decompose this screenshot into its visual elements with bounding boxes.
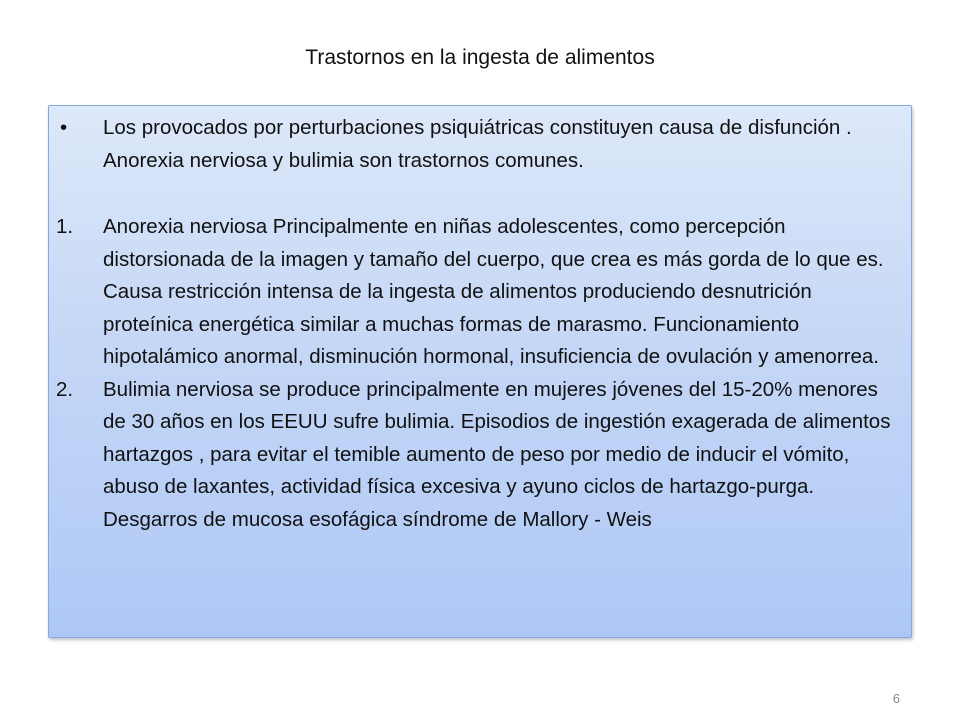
bullet-item xyxy=(56,112,896,177)
list-item-bulimia xyxy=(56,374,896,537)
list-text-bulimia: Bulimia nerviosa se produce principalmente en mujeres jóvenes del 15-20% menores de 30 años en los EEUU sufre bulimia. Episodios de ingestión exagerada de alimentos hartazgos , para evitar el temible aumento de peso por medio de inducir el vómito, abuso de laxantes, actividad física excesiva y ayuno ciclos de hartazgo-purga. Desgarros de mucosa esofágica síndrome de Mallory - Weis xyxy=(103,377,891,531)
spacer xyxy=(56,177,896,211)
page-number: 6 xyxy=(892,691,900,706)
list-number-1: 1. xyxy=(56,215,74,238)
content-body xyxy=(56,112,896,536)
slide-title: Trastornos en la ingesta de alimentos xyxy=(305,46,655,69)
bullet-marker: • xyxy=(60,116,68,139)
list-text-anorexia: Anorexia nerviosa Principalmente en niñas adolescentes, como percepción distorsionada de la imagen y tamaño del cuerpo, que crea es más gorda de lo que es. Causa restricción intensa de la ingesta de alimentos produciendo desnutrición proteínica energética similar a muchas formas de marasmo. Funcionamiento hipotalámico anormal, disminución hormonal, insuficiencia de ovulación y amenorrea. xyxy=(103,215,884,368)
list-number-2: 2. xyxy=(56,377,74,401)
bullet-text: Los provocados por perturbaciones psiquiátricas constituyen causa de disfunción . Anorexia nerviosa y bulimia son trastornos comunes. xyxy=(103,116,852,172)
list-item-anorexia xyxy=(56,211,896,374)
